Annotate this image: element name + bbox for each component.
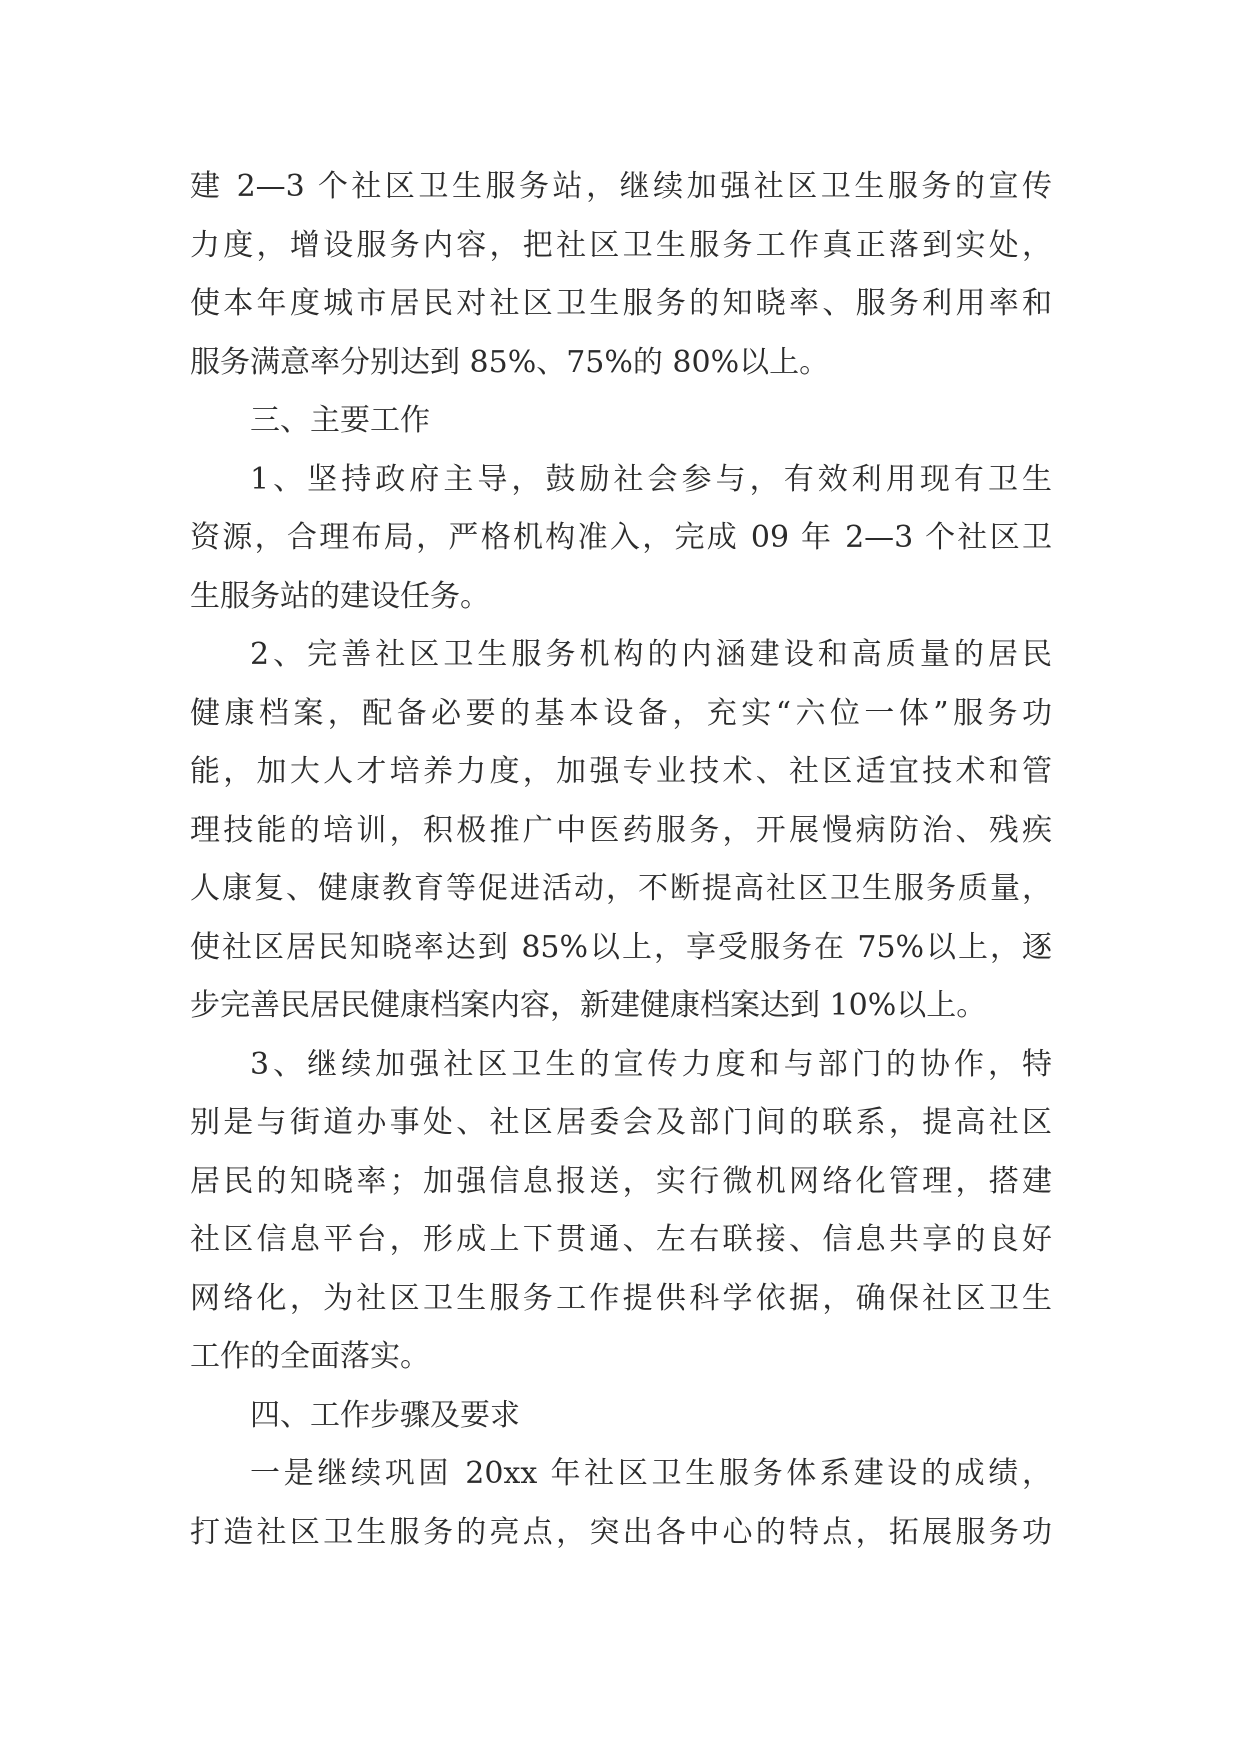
text-line: 社区信息平台，形成上下贯通、左右联接、信息共享的良好 xyxy=(190,1222,1052,1257)
text-line: 人康复、健康教育等促进活动，不断提高社区卫生服务质量， xyxy=(190,871,1052,906)
text-line: 一是继续巩固 20xx 年社区卫生服务体系建设的成绩， xyxy=(250,1456,1052,1491)
text-line: 能，加大人才培养力度，加强专业技术、社区适宜技术和管 xyxy=(190,754,1052,789)
text-line: 打造社区卫生服务的亮点，突出各中心的特点，拓展服务功 xyxy=(190,1514,1052,1550)
section-heading: 三、主要工作 xyxy=(250,403,430,438)
text-line: 居民的知晓率；加强信息报送，实行微机网络化管理，搭建 xyxy=(190,1163,1052,1199)
text-line: 别是与街道办事处、社区居委会及部门间的联系，提高社区 xyxy=(190,1105,1052,1140)
text-line: 工作的全面落实。 xyxy=(190,1339,430,1374)
text-line: 建 2—3 个社区卫生服务站，继续加强社区卫生服务的宣传 xyxy=(190,169,1052,204)
section-heading: 四、工作步骤及要求 xyxy=(250,1397,520,1433)
text-line: 使本年度城市居民对社区卫生服务的知晓率、服务利用率和 xyxy=(190,286,1052,321)
document-body xyxy=(190,158,1052,1562)
text-line: 理技能的培训，积极推广中医药服务，开展慢病防治、残疾 xyxy=(190,812,1052,848)
text-line: 资源，合理布局，严格机构准入，完成 09 年 2—3 个社区卫 xyxy=(190,520,1052,555)
text-line: 服务满意率分别达到 85%、75%的 80%以上。 xyxy=(190,344,830,380)
text-line: 使社区居民知晓率达到 85%以上，享受服务在 75%以上，逐 xyxy=(190,929,1052,965)
text-line: 生服务站的建设任务。 xyxy=(190,578,490,614)
text-line: 步完善民居民健康档案内容，新建健康档案达到 10%以上。 xyxy=(190,988,987,1023)
text-line: 网络化，为社区卫生服务工作提供科学依据，确保社区卫生 xyxy=(190,1280,1052,1316)
text-line: 健康档案，配备必要的基本设备，充实“六位一体”服务功 xyxy=(190,695,1052,731)
text-line: 3、继续加强社区卫生的宣传力度和与部门的协作，特 xyxy=(250,1046,1052,1082)
text-line: 1、坚持政府主导，鼓励社会参与，有效利用现有卫生 xyxy=(250,461,1052,497)
text-line: 2、完善社区卫生服务机构的内涵建设和高质量的居民 xyxy=(250,637,1052,672)
text-line: 力度，增设服务内容，把社区卫生服务工作真正落到实处， xyxy=(190,227,1052,263)
